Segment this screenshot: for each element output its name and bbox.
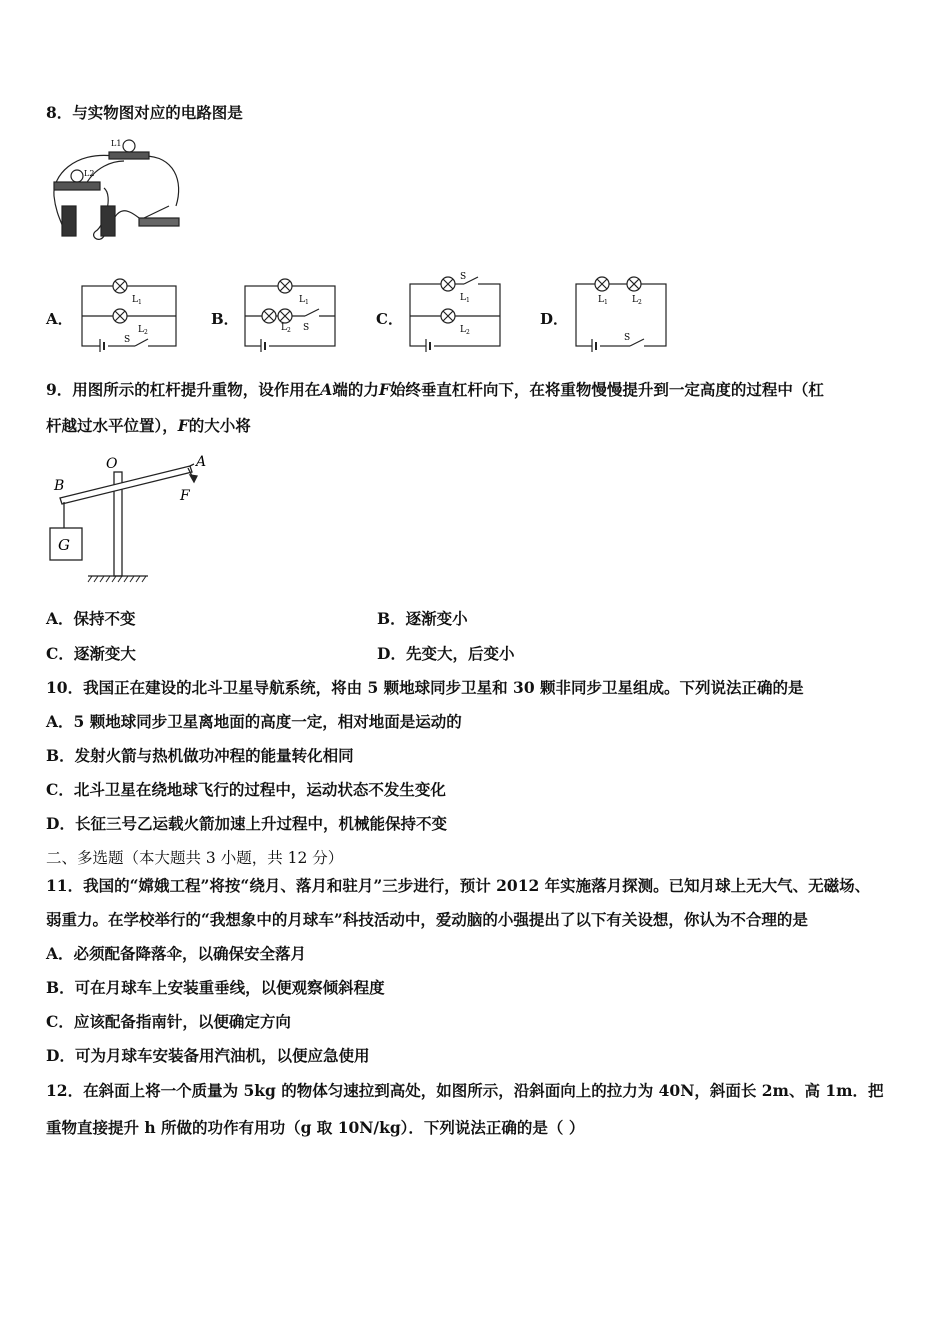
q10-stem: 10．我国正在建设的北斗卫星导航系统，将由 5 颗地球同步卫星和 30 颗非同步卫星组成。下列说法正确的是 [46, 678, 804, 697]
q8-c-s: S [460, 272, 467, 282]
q9-label-f: F [180, 488, 190, 504]
q9-label-g: G [58, 536, 70, 554]
q8-photo-l2: L2 [84, 169, 95, 178]
q10-option-a: A．5 颗地球同步卫星离地面的高度一定，相对地面是运动的 [46, 712, 462, 731]
q11-option-c: C．应该配备指南针，以便确定方向 [46, 1012, 291, 1031]
q9-label-b: B [54, 478, 65, 494]
q8-d-s: S [624, 333, 631, 343]
q8-d-l1: $L_1$ [598, 295, 608, 306]
q8-photo-l1: L1 [111, 139, 122, 148]
q8-circuit-a [80, 272, 180, 352]
q10-option-c: C．北斗卫星在绕地球飞行的过程中，运动状态不发生变化 [46, 780, 446, 799]
q12-stem-line1: 12．在斜面上将一个质量为 5kg 的物体匀速拉到高处，如图所示，沿斜面向上的拉力为 40N，斜面长 2m、高 1m．把 [46, 1081, 884, 1100]
q8-a-l2: $L_2$ [138, 325, 148, 336]
q11-stem-line1: 11．我国的“嫦娥工程”将按“绕月、落月和驻月”三步进行，预计 2012 年实施落月探测。已知月球上无大气、无磁场、 [46, 876, 871, 895]
q8-option-a-label: A． [46, 310, 73, 328]
q8-circuit-d [574, 272, 674, 352]
q9-option-d: D．先变大，后变小 [377, 644, 515, 663]
q8-c-l1: $L_1$ [460, 293, 470, 304]
q8-photo-figure [44, 136, 194, 246]
q8-b-l1: $L_1$ [299, 295, 309, 306]
q8-option-b-label: B． [211, 310, 239, 328]
section-heading-multiple-choice: 二、多选题（本大题共 3 小题，共 12 分） [46, 849, 344, 867]
q8-circuit-c [408, 270, 508, 352]
q9-label-a: A [196, 454, 207, 470]
q10-option-d: D．长征三号乙运载火箭加速上升过程中，机械能保持不变 [46, 814, 447, 833]
q9-option-b: B．逐渐变小 [377, 609, 468, 628]
q8-stem: 8．与实物图对应的电路图是 [46, 103, 243, 122]
q11-option-b: B．可在月球车上安装重垂线，以便观察倾斜程度 [46, 978, 385, 997]
q11-stem-line2: 弱重力。在学校举行的“我想象中的月球车”科技活动中，爱动脑的小强提出了以下有关设想，你认为不合理的是 [46, 910, 808, 929]
q9-option-a: A．保持不变 [46, 609, 136, 628]
q9-stem-line1: 9．用图所示的杠杆提升重物，设作用在A端的力F始终垂直杠杆向下，在将重物慢慢提升到一定高度的过程中（杠 [46, 380, 824, 399]
q8-a-s: S [124, 335, 131, 345]
q9-option-c: C．逐渐变大 [46, 644, 136, 663]
q8-d-l2: $L_2$ [632, 295, 642, 306]
q11-option-d: D．可为月球车安装备用汽油机，以便应急使用 [46, 1046, 370, 1065]
q8-option-d-label: D． [540, 310, 569, 328]
q8-option-c-label: C． [376, 310, 403, 328]
q8-b-l2: $L_2$ [281, 323, 291, 334]
q9-label-o: O [106, 456, 118, 472]
q12-stem-line2: 重物直接提升 h 所做的功作有用功（g 取 10N/kg）．下列说法正确的是（ ） [46, 1118, 585, 1137]
q8-b-s: S [303, 323, 310, 333]
q10-option-b: B．发射火箭与热机做功冲程的能量转化相同 [46, 746, 354, 765]
q8-c-l2: $L_2$ [460, 325, 470, 336]
q8-a-l1: $L_1$ [132, 295, 142, 306]
q8-circuit-b [243, 272, 343, 352]
q11-option-a: A．必须配备降落伞，以确保安全落月 [46, 944, 307, 963]
q9-stem-line2: 杆越过水平位置），F的大小将 [46, 416, 251, 435]
q9-lever-figure [44, 450, 224, 590]
